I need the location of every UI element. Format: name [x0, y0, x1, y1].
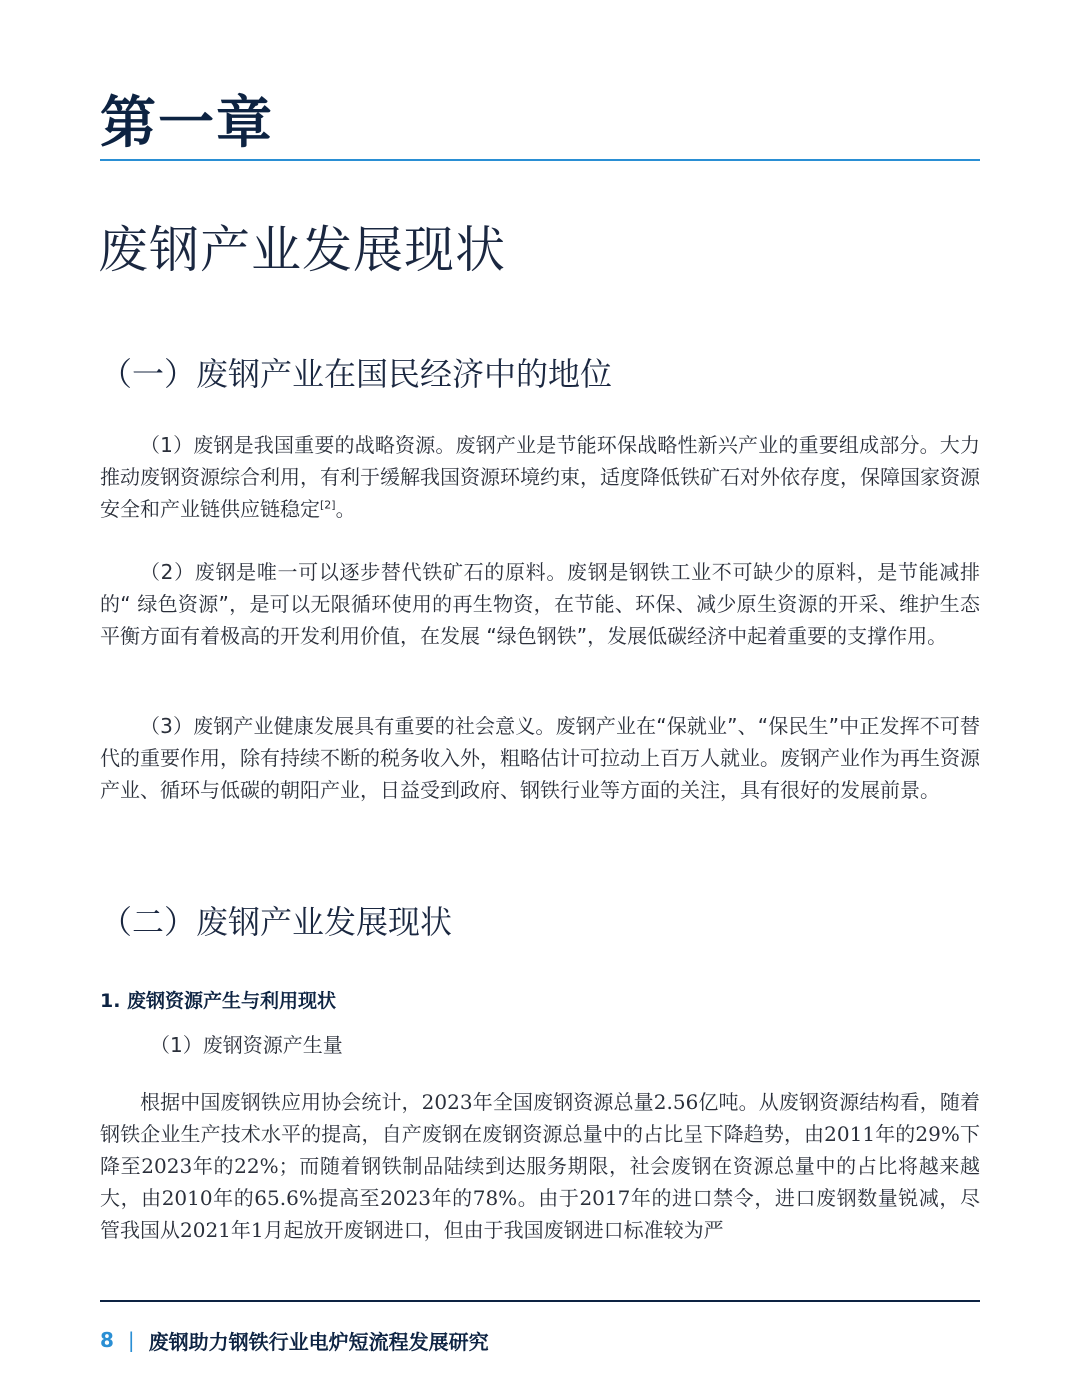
- report-title: 废钢助力钢铁行业电炉短流程发展研究: [148, 1329, 489, 1354]
- chapter-divider: [100, 159, 980, 161]
- paragraph-1: [100, 429, 980, 525]
- paragraph-2: （2）废钢是唯一可以逐步替代铁矿石的原料。废钢是钢铁工业不可缺少的原料，是节能减排的“ 绿色资源”，是可以无限循环使用的再生物资，在节能、环保、减少原生资源的开采、维护生态平衡方面有着极高的开发利用价值，在发展 “绿色钢铁”，发展低碳经济中起着重要的支撑作用。: [100, 560, 980, 648]
- chapter-label: 第一章: [100, 91, 274, 156]
- section-title-2: （二）废钢产业发展现状: [100, 903, 453, 941]
- footer-separator: |: [127, 1328, 135, 1352]
- subsection-heading: 1. 废钢资源产生与利用现状: [100, 990, 337, 1012]
- page-number: 8: [100, 1328, 114, 1352]
- footer: [100, 1324, 489, 1356]
- subsubsection-heading: （1）废钢资源产生量: [150, 1033, 343, 1057]
- chapter-title: 废钢产业发展现状: [98, 221, 506, 279]
- section-title-1: （一）废钢产业在国民经济中的地位: [100, 355, 613, 393]
- paragraph-1-text: （1）废钢是我国重要的战略资源。废钢产业是节能环保战略性新兴产业的重要组成部分。大力推动废钢资源综合利用，有利于缓解我国资源环境约束，适度降低铁矿石对外依存度，保障国家资源安全和产业链供应链稳定: [100, 433, 980, 521]
- paragraph-3: （3）废钢产业健康发展具有重要的社会意义。废钢产业在“保就业”、“保民生”中正发挥不可替代的重要作用，除有持续不断的税务收入外，粗略估计可拉动上百万人就业。废钢产业作为再生资源产业、循环与低碳的朝阳产业，日益受到政府、钢铁行业等方面的关注，具有很好的发展前景。: [100, 714, 980, 802]
- footer-divider: [100, 1300, 980, 1302]
- paragraph-4: 根据中国废钢铁应用协会统计，2023年全国废钢资源总量2.56亿吨。从废钢资源结构看，随着钢铁企业生产技术水平的提高，自产废钢在废钢资源总量中的占比呈下降趋势，由2011年的29%下降至2023年的22%；而随着钢铁制品陆续到达服务期限，社会废钢在资源总量中的占比将越来越大，由2010年的65.6%提高至2023年的78%。由于2017年的进口禁令，进口废钢数量锐减，尽管我国从2021年1月起放开废钢进口，但由于我国废钢进口标准较为严: [100, 1090, 980, 1242]
- paragraph-1-end: 。: [335, 497, 356, 521]
- reference-marker[interactable]: [2]: [320, 498, 336, 512]
